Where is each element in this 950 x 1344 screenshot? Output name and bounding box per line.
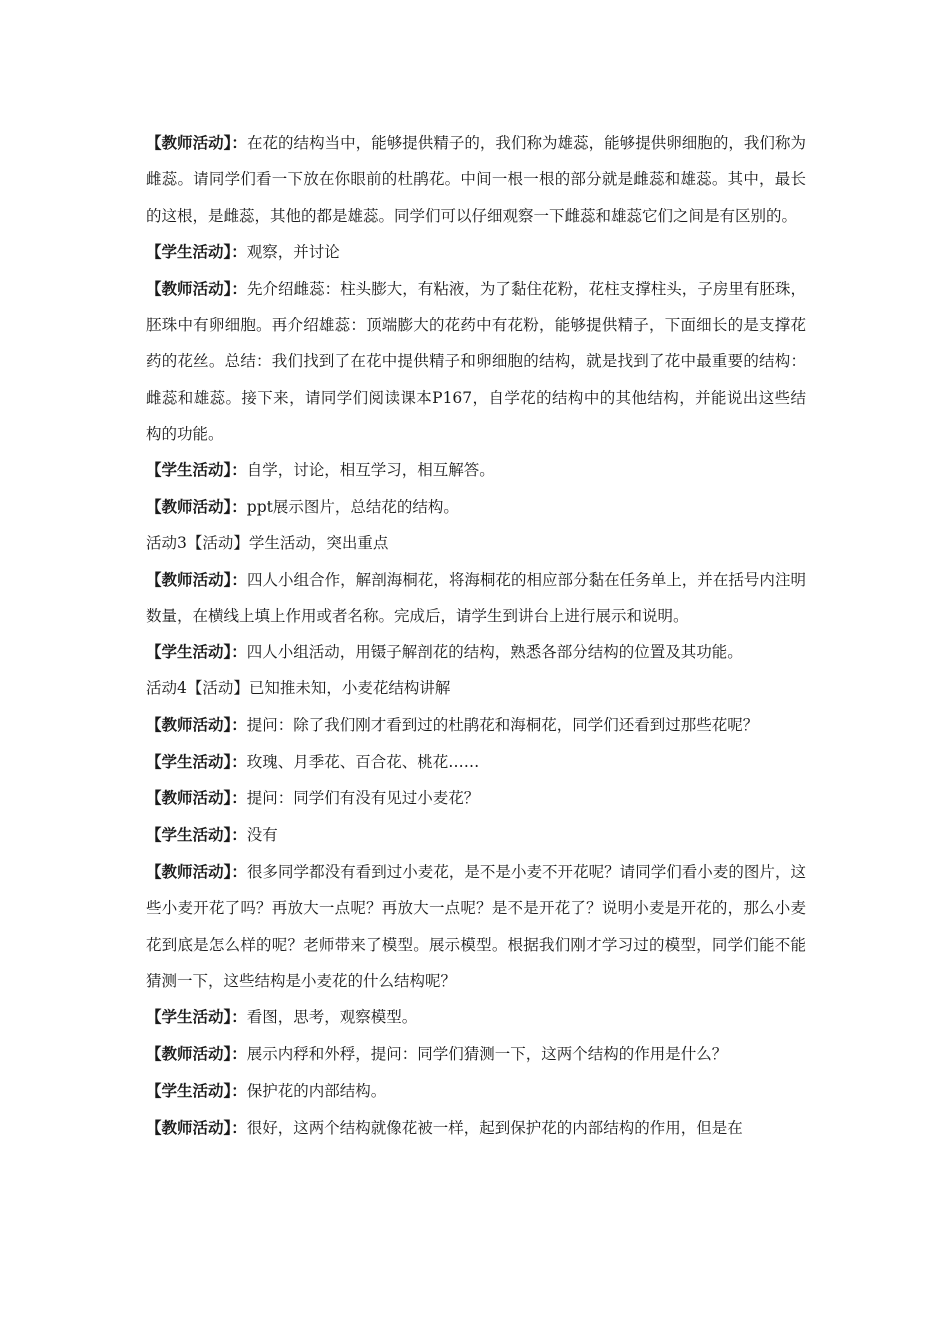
paragraph-text: 四人小组活动，用镊子解剖花的结构，熟悉各部分结构的位置及其功能。 <box>246 643 743 662</box>
paragraph-teacher-5 <box>146 707 806 744</box>
paragraph-teacher-2 <box>146 271 806 452</box>
paragraph-student-1 <box>146 234 806 271</box>
teacher-activity-tag: 【教师活动】： <box>146 861 247 881</box>
activity-heading-text: 活动3【活动】学生活动，突出重点 <box>146 533 389 552</box>
paragraph-text: 玫瑰、月季花、百合花、桃花…… <box>246 752 480 771</box>
teacher-activity-tag: 【教师活动】： <box>146 496 247 516</box>
student-activity-tag: 【学生活动】： <box>146 825 247 845</box>
student-activity-tag: 【学生活动】： <box>146 751 247 771</box>
paragraph-text: 四人小组合作，解剖海桐花，将海桐花的相应部分黏在任务单上，并在括号内注明数量，在横线上填上作用或者名称。完成后，请学生到讲台上进行展示和说明。 <box>146 570 806 625</box>
teacher-activity-tag: 【教师活动】： <box>146 569 247 589</box>
paragraph-text: 在花的结构当中，能够提供精子的，我们称为雄蕊，能够提供卵细胞的，我们称为雌蕊。请同学们看一下放在你眼前的杜鹃花。中间一根一根的部分就是雌蕊和雄蕊。其中，最长的这根，是雌蕊，其他的都是雄蕊。同学们可以仔细观察一下雌蕊和雄蕊它们之间是有区别的。 <box>146 134 806 225</box>
paragraph-text: 很好，这两个结构就像花被一样，起到保护花的内部结构的作用，但是在 <box>246 1118 743 1137</box>
paragraph-text: 没有 <box>246 826 278 845</box>
teacher-activity-tag: 【教师活动】： <box>146 788 247 808</box>
paragraph-text: 很多同学都没有看到过小麦花，是不是小麦不开花呢？请同学们看小麦的图片，这些小麦开花了吗？再放大一点呢？再放大一点呢？是不是开花了？说明小麦是开花的，那么小麦花到底是怎么样的呢？老师带来了模型。展示模型。根据我们刚才学习过的模型，同学们能不能猜测一下，这些结构是小麦花的什么结构呢？ <box>146 862 806 990</box>
paragraph-text: 提问：除了我们刚才看到过的杜鹃花和海桐花，同学们还看到过那些花呢？ <box>246 715 759 734</box>
paragraph-text: 观察，并讨论 <box>246 242 340 261</box>
document-body <box>146 125 806 1146</box>
teacher-activity-tag: 【教师活动】： <box>146 1117 247 1137</box>
paragraph-text: 保护花的内部结构。 <box>246 1081 387 1100</box>
teacher-activity-tag: 【教师活动】： <box>146 278 247 298</box>
student-activity-tag: 【学生活动】： <box>146 241 247 261</box>
paragraph-teacher-9 <box>146 1110 806 1147</box>
student-activity-tag: 【学生活动】： <box>146 460 247 480</box>
teacher-activity-tag: 【教师活动】： <box>146 133 247 152</box>
paragraph-teacher-6 <box>146 780 806 817</box>
student-activity-tag: 【学生活动】： <box>146 1007 247 1027</box>
paragraph-student-4 <box>146 744 806 781</box>
activity-heading-3 <box>146 526 806 562</box>
paragraph-text: 看图，思考，观察模型。 <box>246 1008 418 1027</box>
paragraph-text: ppt展示图片，总结花的结构。 <box>246 497 459 516</box>
paragraph-teacher-1 <box>146 125 806 234</box>
activity-heading-4 <box>146 671 806 707</box>
paragraph-text: 提问：同学们有没有见过小麦花？ <box>246 789 480 808</box>
teacher-activity-tag: 【教师活动】： <box>146 714 247 734</box>
paragraph-student-5 <box>146 817 806 854</box>
activity-heading-text: 活动4【活动】已知推未知，小麦花结构讲解 <box>146 678 451 697</box>
paragraph-text: 展示内稃和外稃，提问：同学们猜测一下，这两个结构的作用是什么？ <box>246 1044 728 1063</box>
student-activity-tag: 【学生活动】： <box>146 1080 247 1100</box>
paragraph-text: 先介绍雌蕊：柱头膨大，有粘液，为了黏住花粉，花柱支撑柱头，子房里有胚珠，胚珠中有卵细胞。再介绍雄蕊：顶端膨大的花药中有花粉，能够提供精子，下面细长的是支撑花药的花丝。总结：我们找到了在花中提供精子和卵细胞的结构，就是找到了花中最重要的结构：雌蕊和雄蕊。接下来，请同学们阅读课本P167，自学花的结构中的其他结构，并能说出这些结构的功能。 <box>146 279 806 443</box>
student-activity-tag: 【学生活动】： <box>146 642 247 662</box>
paragraph-teacher-4 <box>146 562 806 635</box>
paragraph-student-7 <box>146 1073 806 1110</box>
paragraph-teacher-7 <box>146 854 806 999</box>
paragraph-student-3 <box>146 634 806 671</box>
paragraph-student-2 <box>146 452 806 489</box>
paragraph-teacher-3 <box>146 489 806 526</box>
paragraph-student-6 <box>146 999 806 1036</box>
paragraph-text: 自学，讨论，相互学习，相互解答。 <box>246 461 495 480</box>
paragraph-teacher-8 <box>146 1036 806 1073</box>
teacher-activity-tag: 【教师活动】： <box>146 1043 247 1063</box>
